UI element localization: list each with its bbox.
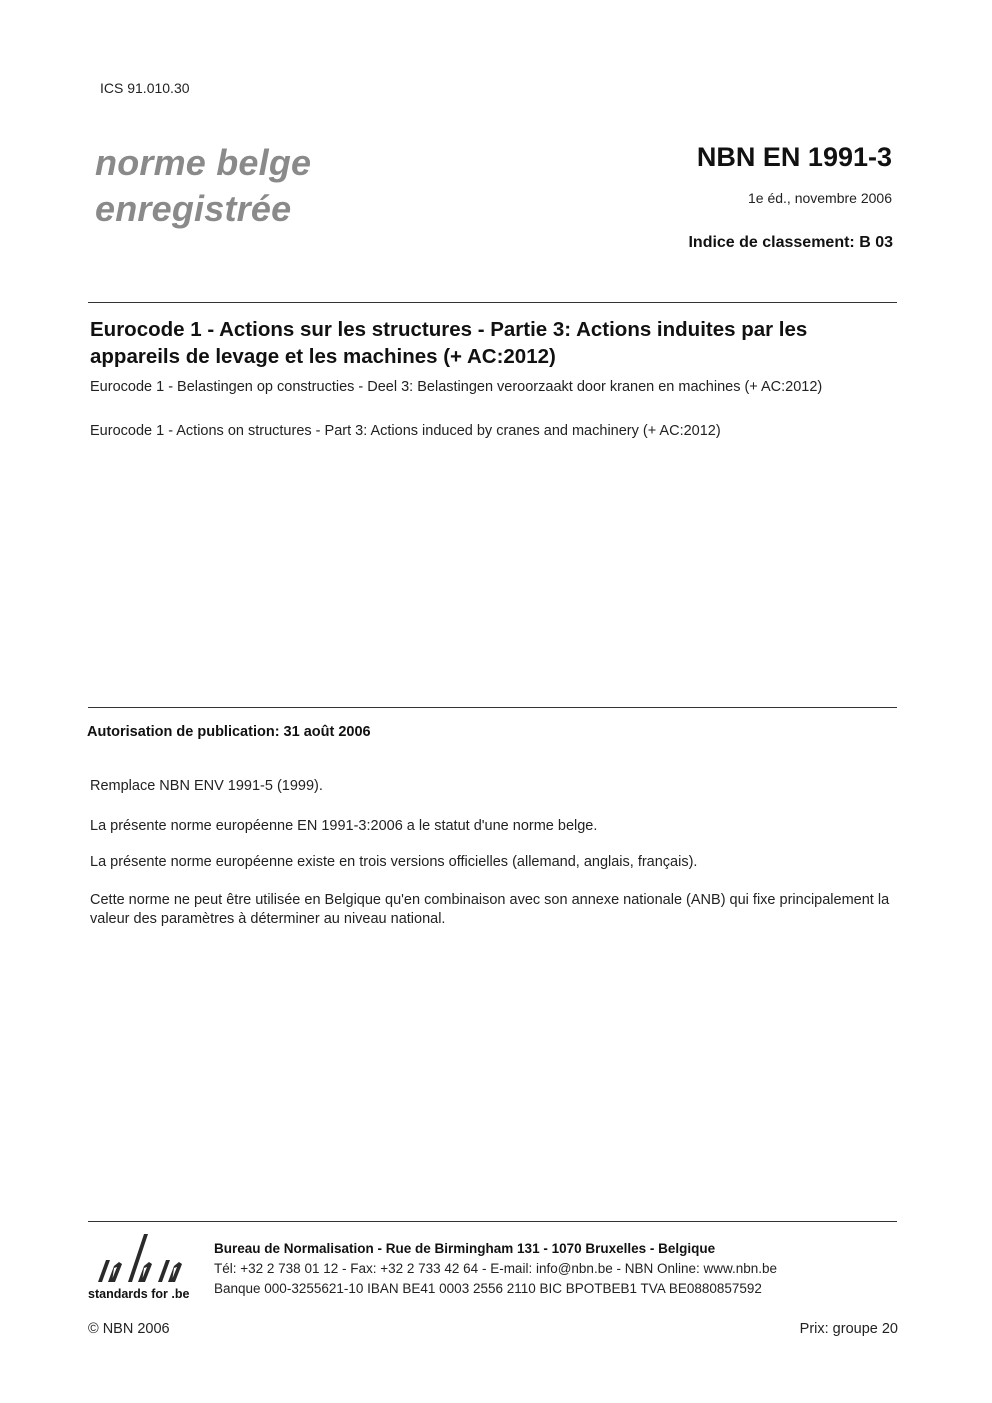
title-french: Eurocode 1 - Actions sur les structures - Partie 3: Actions induites par les appareils de levage et les machines (+ AC:2012) bbox=[90, 318, 808, 368]
paragraph-versions: La présente norme européenne existe en trois versions officielles (allemand, anglais, français). bbox=[90, 854, 698, 870]
top-divider bbox=[88, 302, 897, 303]
classification-index: Indice de classement: B 03 bbox=[688, 234, 893, 251]
doc-type-line-1: norme belge bbox=[95, 142, 312, 183]
paragraph-status: La présente norme européenne EN 1991-3:2006 a le statut d'une norme belge. bbox=[90, 818, 598, 834]
footer-bank-details: Banque 000-3255621-10 IBAN BE41 0003 2556 2110 BIC BPOTBEB1 TVA BE0880857592 bbox=[214, 1281, 762, 1296]
standard-number: NBN EN 1991-3 bbox=[696, 142, 892, 172]
ics-code: ICS 91.010.30 bbox=[100, 80, 190, 96]
publication-authorization: Autorisation de publication: 31 août 2006 bbox=[87, 724, 371, 740]
paragraph-national-annex: Cette norme ne peut être utilisée en Belgique qu'en combinaison avec son annexe nationale (ANB) qui fixe principalement la valeur des paramètres à déterminer au niveau national. bbox=[90, 892, 890, 927]
paragraph-replaces: Remplace NBN ENV 1991-5 (1999). bbox=[90, 778, 323, 794]
price-group: Prix: groupe 20 bbox=[799, 1321, 898, 1337]
doc-type-line-2: enregistrée bbox=[95, 188, 292, 229]
title-english: Eurocode 1 - Actions on structures - Part 3: Actions induced by cranes and machinery (+ AC:2012) bbox=[90, 423, 721, 439]
footer-contact: Tél: +32 2 738 01 12 - Fax: +32 2 733 42 64 - E-mail: info@nbn.be - NBN Online: www.nbn.be bbox=[214, 1261, 778, 1276]
middle-divider bbox=[88, 707, 897, 708]
logo-tagline: standards for .be bbox=[88, 1287, 190, 1301]
title-dutch: Eurocode 1 - Belastingen op constructies - Deel 3: Belastingen veroorzaakt door kranen en machines (+ AC:2012) bbox=[90, 379, 823, 395]
footer-divider bbox=[88, 1221, 897, 1222]
footer-address: Bureau de Normalisation - Rue de Birmingham 131 - 1070 Bruxelles - Belgique bbox=[214, 1241, 716, 1256]
edition: 1e éd., novembre 2006 bbox=[748, 190, 892, 206]
copyright: © NBN 2006 bbox=[88, 1321, 170, 1337]
